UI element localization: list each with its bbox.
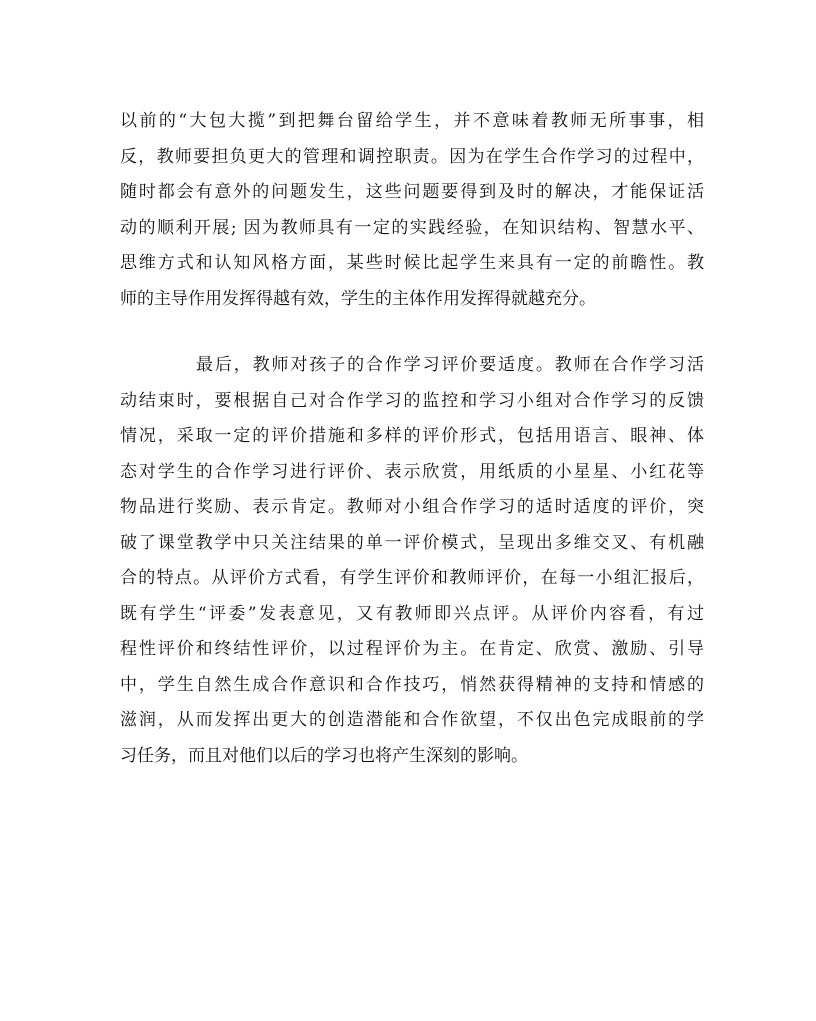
paragraph-line: 习任务，而且对他们以后的学习也将产生深刻的影响。: [120, 745, 528, 766]
paragraph-line: 态对学生的合作学习进行评价、表示欣赏，用纸质的小星星、小红花等: [120, 461, 704, 482]
paragraph-line: 师的主导作用发挥得越有效，学生的主体作用发挥得就越充分。: [120, 288, 596, 309]
paragraph-line: 既有学生“评委”发表意见，又有教师即兴点评。从评价内容看，有过: [120, 603, 704, 624]
paragraph-line: 随时都会有意外的问题发生，这些问题要得到及时的解决，才能保证活: [120, 182, 704, 202]
paragraph-line: 反，教师要担负更大的管理和调控职责。因为在学生合作学习的过程中，: [120, 146, 704, 167]
paragraph-line: 破了课堂教学中只关注结果的单一评价模式，呈现出多维交叉、有机融: [120, 532, 704, 553]
paragraph-line: 程性评价和终结性评价，以过程评价为主。在肯定、欣赏、激励、引导: [120, 639, 704, 659]
paragraph-line: 思维方式和认知风格方面，某些时候比起学生来具有一定的前瞻性。教: [120, 253, 704, 273]
paragraph-2: [120, 348, 704, 774]
paragraph-1: [120, 104, 704, 317]
paragraph-line: 情况，采取一定的评价措施和多样的评价形式，包括用语言、眼神、体: [120, 426, 704, 446]
paragraph-line: 动的顺利开展; 因为教师具有一定的实践经验，在知识结构、智慧水平、: [120, 217, 704, 238]
paragraph-line: 滋润，从而发挥出更大的创造潜能和合作欲望，不仅出色完成眼前的学: [120, 710, 704, 730]
paragraph-line: 中，学生自然生成合作意识和合作技巧，悄然获得精神的支持和情感的: [120, 674, 704, 695]
paragraph-line: 动结束时，要根据自己对合作学习的监控和学习小组对合作学习的反馈: [120, 390, 704, 411]
paragraph-line: 物品进行奖励、表示肯定。教师对小组合作学习的适时适度的评价，突: [120, 497, 704, 517]
paragraph-line: 以前的“大包大揽”到把舞台留给学生，并不意味着教师无所事事，相: [120, 111, 704, 131]
paragraph-line: 合的特点。从评价方式看，有学生评价和教师评价，在每一小组汇报后，: [120, 568, 704, 588]
paragraph-line: 最后，教师对孩子的合作学习评价要适度。教师在合作学习活: [196, 355, 704, 375]
